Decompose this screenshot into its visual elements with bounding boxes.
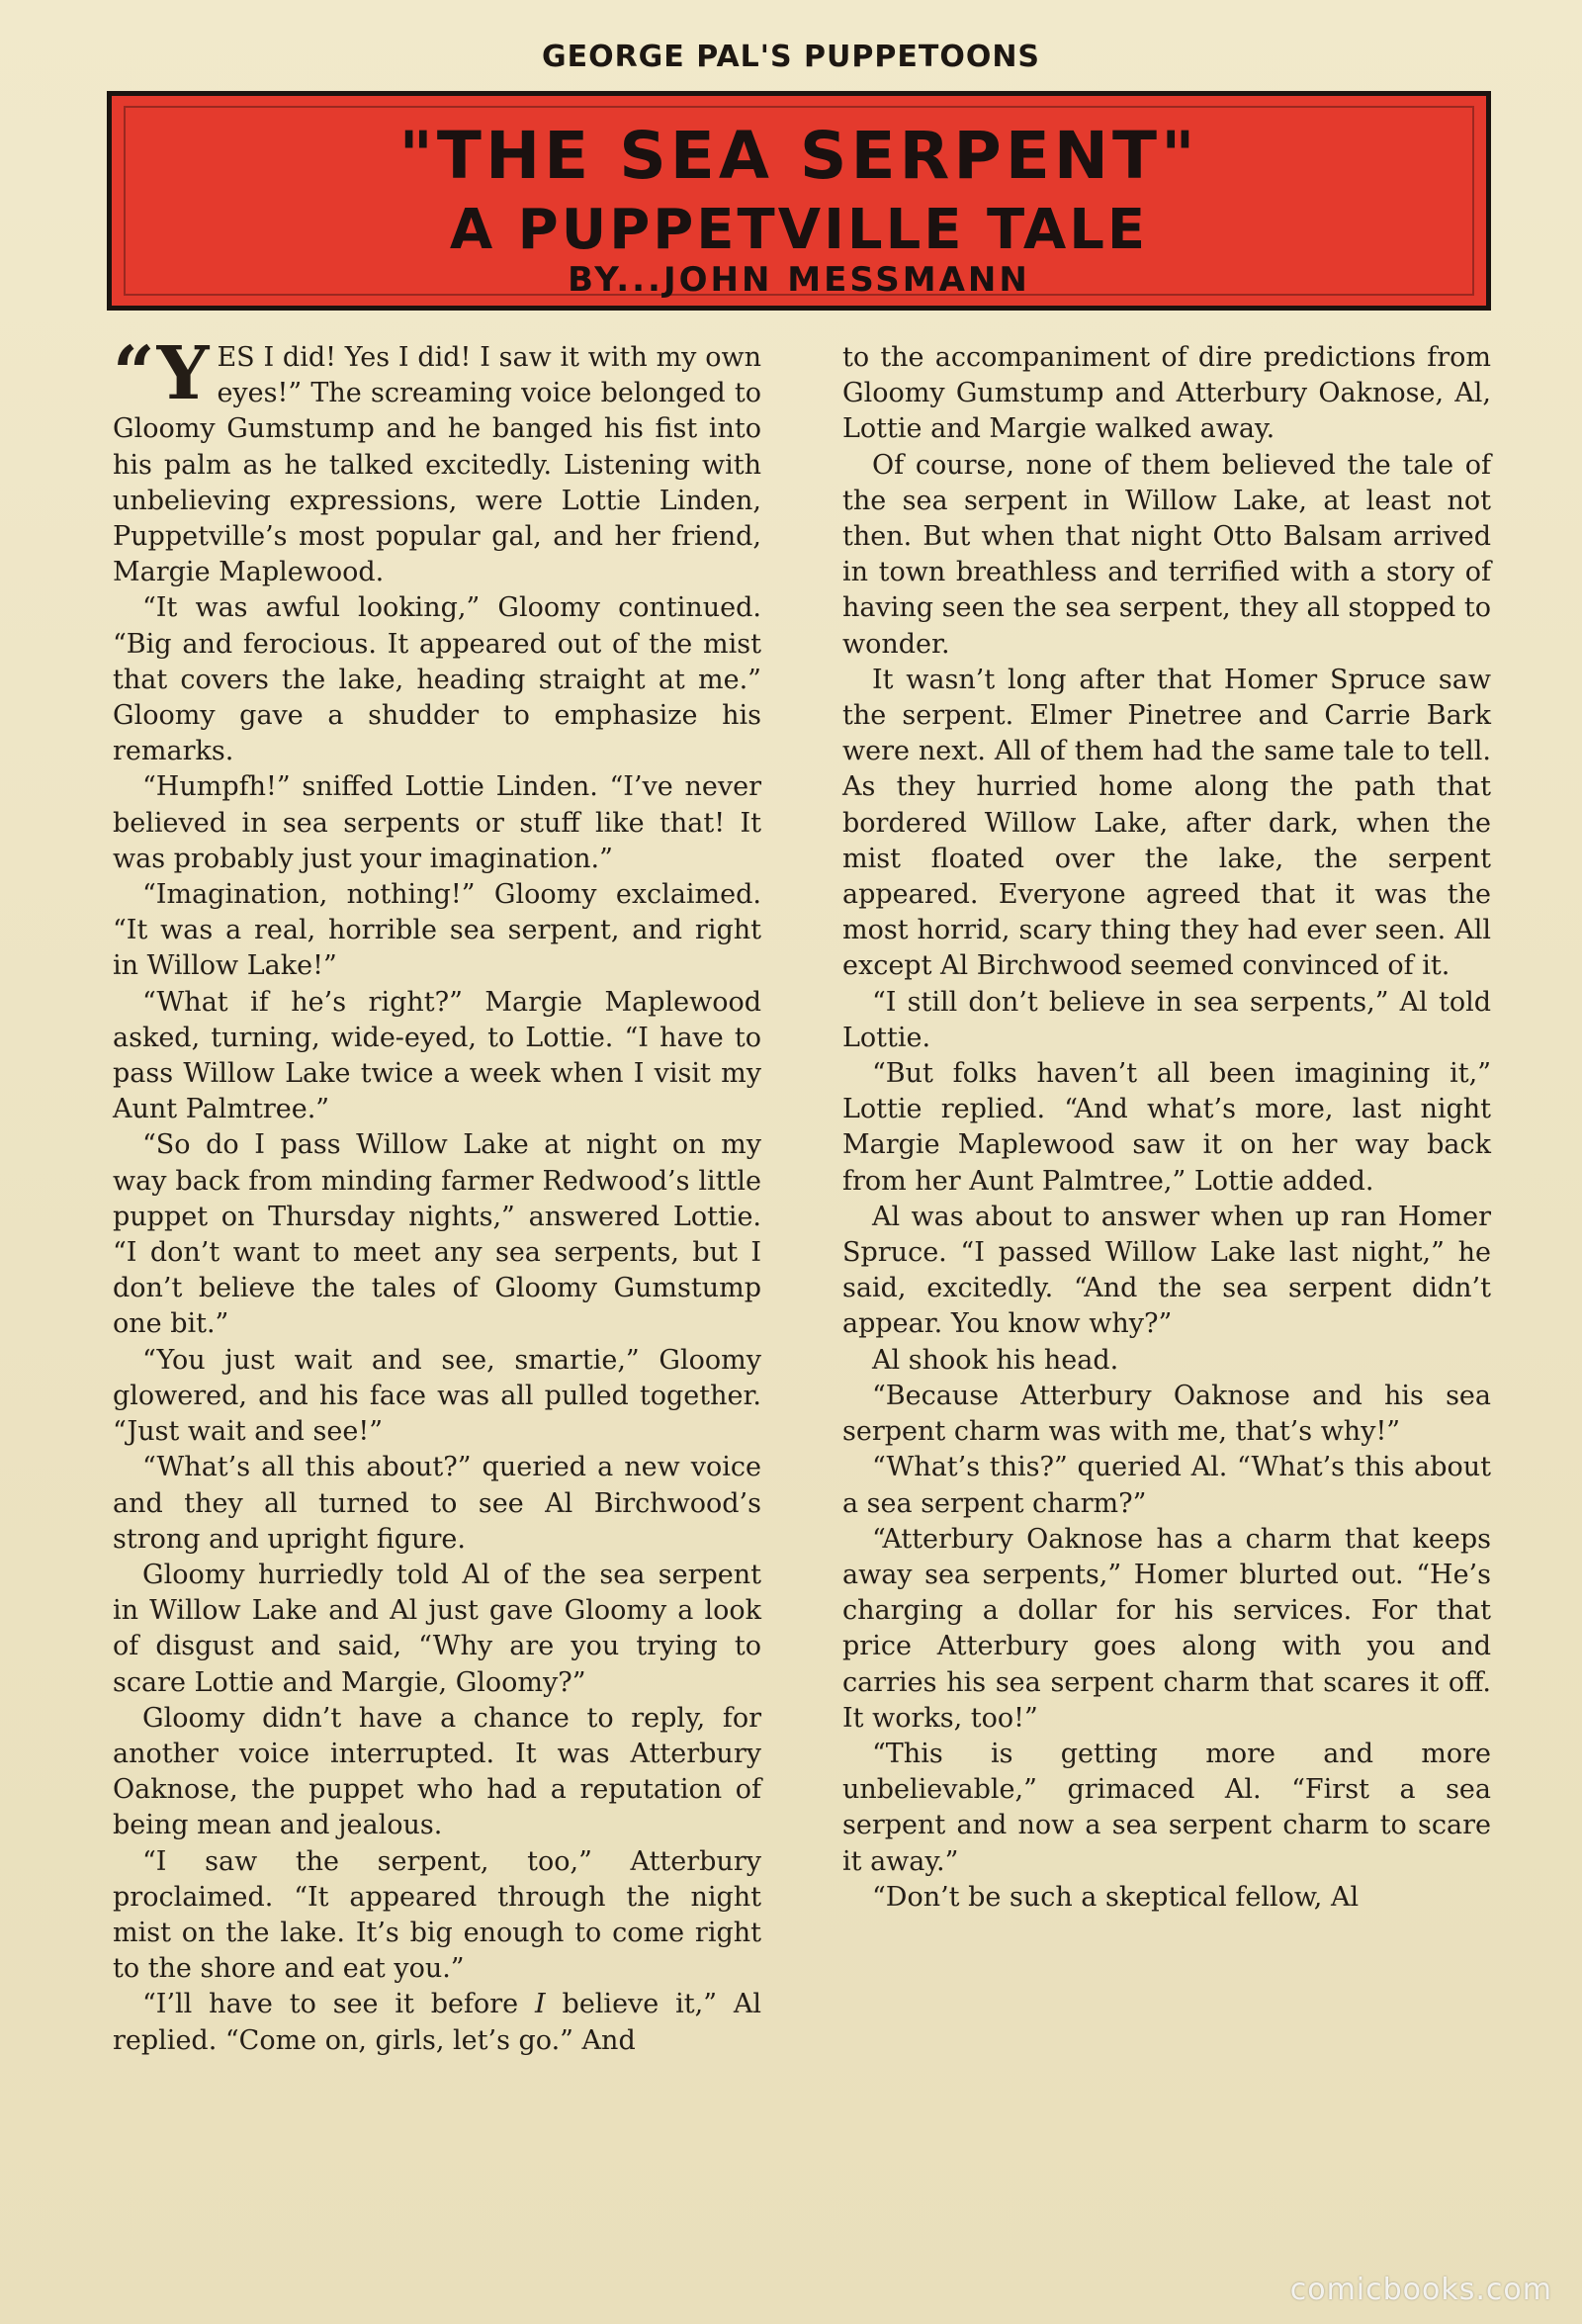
- paragraph: “So do I pass Willow Lake at night on my way back from minding farmer Redwood’s little puppet on Thursday nights,” answered Lottie. “I don’t want to meet any sea serpents, but I don’t believe the tales of Gloomy Gumstump one bit.”: [113, 1129, 761, 1340]
- running-head: GEORGE PAL'S PUPPETOONS: [541, 40, 1041, 74]
- text-column-left: [113, 331, 761, 2059]
- paragraph: “What’s this?” queried Al. “What’s this about a sea serpent charm?”: [842, 1452, 1491, 1519]
- paragraph-text: believe it,” Al replied. “Come on, girls, let’s go.” And: [113, 1989, 761, 2056]
- story-subtitle: A PUPPETVILLE TALE: [449, 198, 1149, 262]
- paragraph: “You just wait and see, smartie,” Gloomy glowered, and his face was all pulled together. “Just wait and see!”: [113, 1344, 761, 1448]
- drop-cap: “Y: [113, 331, 210, 416]
- paragraph: “I saw the serpent, too,” Atterbury proclaimed. “It appeared through the night mist on the lake. It’s big enough to come right to the shore and eat you.”: [113, 1845, 761, 1985]
- title-panel: [107, 91, 1491, 311]
- paragraph: “Because Atterbury Oaknose and his sea serpent charm was with me, that’s why!”: [842, 1380, 1491, 1448]
- paragraph: “It was awful looking,” Gloomy continued. “Big and ferocious. It appeared out of the mist that covers the lake, heading straight at me.” Gloomy gave a shudder to emphasize his remarks.: [113, 592, 761, 767]
- story-byline: BY...JOHN MESSMANN: [568, 260, 1030, 300]
- paragraph: “Imagination, nothing!” Gloomy exclaimed. “It was a real, horrible sea serpent, and right in Willow Lake!”: [113, 879, 761, 982]
- site-watermark: comicbooks.com: [1289, 2273, 1552, 2307]
- paragraph: “But folks haven’t all been imagining it,” Lottie replied. “And what’s more, last night Margie Maplewood saw it on her way back from her Aunt Palmtree,” Lottie added.: [842, 1058, 1491, 1197]
- paragraph: Al was about to answer when up ran Homer Spruce. “I passed Willow Lake last night,” he said, excitedly. “And the sea serpent didn’t appear. You know why?”: [842, 1201, 1491, 1340]
- paragraph: Of course, none of them believed the tale of the sea serpent in Willow Lake, at least not then. But when that night Otto Balsam arrived in town breathless and terrified with a story of having seen the sea serpent, they all stopped to wonder.: [842, 449, 1491, 660]
- emphasis-text: I: [535, 1989, 546, 2020]
- story-title: "THE SEA SERPENT": [398, 118, 1199, 194]
- paragraph: Gloomy hurriedly told Al of the sea serpent in Willow Lake and Al just gave Gloomy a look of disgust and said, “Why are you trying to scare Lottie and Margie, Gloomy?”: [113, 1559, 761, 1698]
- paragraph-text: “I’ll have to see it before: [142, 1989, 535, 2020]
- paragraph-text: ES I did! Yes I did! I saw it with my own eyes!” The screaming voice belonged to Gloomy Gumstump and he banged his fist into his palm as he talked excitedly. Listening with unbelieving expressions, were Lottie Linden, Puppetville’s most popular gal, and her friend, Margie Maplewood.: [113, 342, 761, 588]
- paragraph: “This is getting more and more unbelievable,” grimaced Al. “First a sea serpent and now a sea serpent charm to scare it away.”: [842, 1738, 1491, 1877]
- paragraph: “I still don’t believe in sea serpents,” Al told Lottie.: [842, 986, 1491, 1053]
- paragraph: “Don’t be such a skeptical fellow, Al: [872, 1881, 1360, 1913]
- paragraph: Al shook his head.: [872, 1344, 1119, 1376]
- paragraph: “What if he’s right?” Margie Maplewood asked, turning, wide-eyed, to Lottie. “I have to pass Willow Lake twice a week when I visit my Aunt Palmtree.”: [113, 986, 761, 1125]
- paragraph: [113, 331, 761, 590]
- paragraph: Gloomy didn’t have a chance to reply, for another voice interrupted. It was Atterbury Oaknose, the puppet who had a reputation of being mean and jealous.: [113, 1702, 761, 1841]
- paragraph: It wasn’t long after that Homer Spruce saw the serpent. Elmer Pinetree and Carrie Bark were next. All of them had the same tale to tell. As they hurried home along the path that bordered Willow Lake, after dark, when the mist floated over the lake, the serpent appeared. Everyone agreed that it was the most horrid, scary thing they had ever seen. All except Al Birchwood seemed convinced of it.: [842, 664, 1491, 982]
- paragraph: to the accompaniment of dire predictions from Gloomy Gumstump and Atterbury Oaknose, Al, Lottie and Margie walked away.: [842, 342, 1491, 445]
- text-column-right: [842, 340, 1491, 1916]
- paragraph: [113, 1987, 761, 2058]
- paragraph: “Humpfh!” sniffed Lottie Linden. “I’ve never believed in sea serpents or stuff like that! It was probably just your imagination.”: [113, 771, 761, 874]
- paragraph: “What’s all this about?” queried a new voice and they all turned to see Al Birchwood’s strong and upright figure.: [113, 1452, 761, 1555]
- paragraph: “Atterbury Oaknose has a charm that keeps away sea serpents,” Homer blurted out. “He’s charging a dollar for his services. For that price Atterbury goes along with you and carries his sea serpent charm that scares it off. It works, too!”: [842, 1523, 1491, 1734]
